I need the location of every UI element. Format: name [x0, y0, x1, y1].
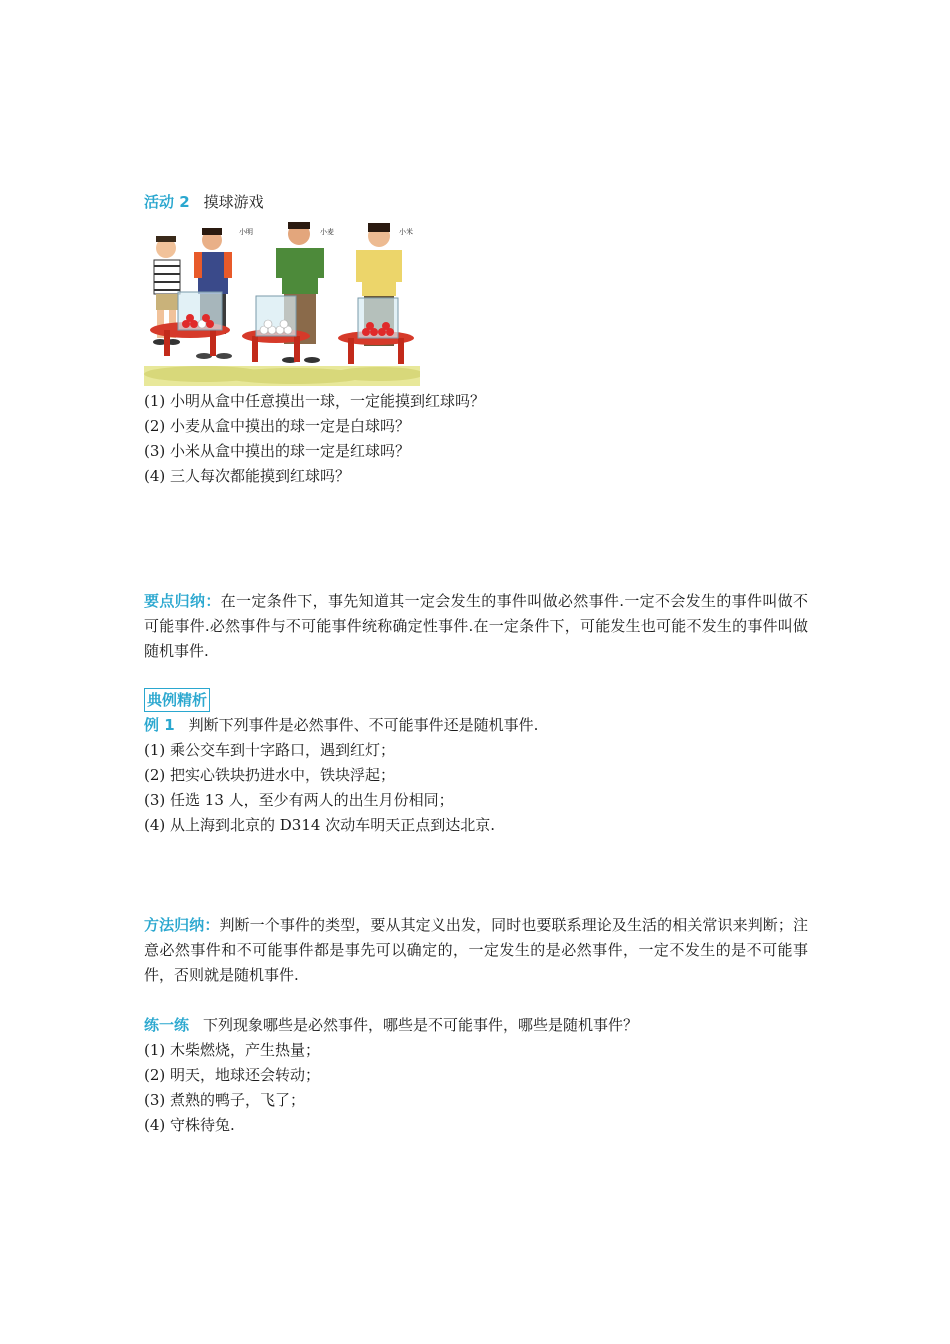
label-xiaoming: 小明	[239, 228, 253, 236]
table-3	[338, 298, 414, 364]
label-xiaomai: 小麦	[320, 228, 334, 236]
example-item-4: (4) 从上海到北京的 D314 次动车明天正点到达北京.	[144, 816, 495, 834]
ball-game-illustration	[144, 218, 420, 386]
activity-question-3: (3) 小米从盒中摸出的球一定是红球吗？	[144, 442, 411, 460]
example-prompt: 判断下列事件是必然事件、不可能事件还是随机事件.	[188, 716, 539, 734]
practice-prompt: 下列现象哪些是必然事件，哪些是不可能事件，哪些是随机事件？	[203, 1016, 639, 1034]
method-paragraph	[144, 913, 808, 988]
practice-heading	[144, 1013, 638, 1037]
method-text: 判断一个事件的类型，要从其定义出发，同时也要联系理论及生活的相关常识来判断；注意必然事件和不可能事件都是事先可以确定的，一定发生的是必然事件，一定不发生的是不可能事件，否则就是随机事件.	[144, 916, 808, 984]
activity-question-1: (1) 小明从盒中任意摸出一球，一定能摸到红球吗？	[144, 392, 486, 410]
example-heading	[144, 713, 538, 737]
example-item-2: (2) 把实心铁块扔进水中，铁块浮起；	[144, 766, 396, 784]
practice-item-1: (1) 木柴燃烧，产生热量；	[144, 1041, 321, 1059]
practice-label: 练一练	[144, 1016, 190, 1034]
practice-item-3: (3) 煮熟的鸭子，飞了；	[144, 1091, 306, 1109]
key-points-text: 在一定条件下，事先知道其一定会发生的事件叫做必然事件.一定不会发生的事件叫做不可能事件.必然事件与不可能事件统称确定性事件.在一定条件下，可能发生也可能不发生的事件叫做随机事件.	[144, 592, 808, 660]
activity-title: 摸球游戏	[203, 193, 264, 211]
activity-question-2: (2) 小麦从盒中摸出的球一定是白球吗？	[144, 417, 411, 435]
activity-question-4: (4) 三人每次都能摸到红球吗？	[144, 467, 351, 485]
practice-item-4: (4) 守株待兔.	[144, 1116, 235, 1134]
key-points-label: 要点归纳：	[144, 592, 221, 610]
key-points-paragraph	[144, 589, 808, 664]
practice-item-2: (2) 明天，地球还会转动；	[144, 1066, 321, 1084]
activity-heading	[144, 190, 264, 214]
example-item-1: (1) 乘公交车到十字路口，遇到红灯；	[144, 741, 396, 759]
example-label: 例 1	[144, 716, 175, 734]
example-item-3: (3) 任选 13 人，至少有两人的出生月份相同；	[144, 791, 454, 809]
label-xiaomi: 小米	[399, 228, 413, 236]
section-title: 典例精析	[144, 688, 210, 712]
method-label: 方法归纳：	[144, 916, 220, 934]
activity-label: 活动 2	[144, 193, 190, 211]
